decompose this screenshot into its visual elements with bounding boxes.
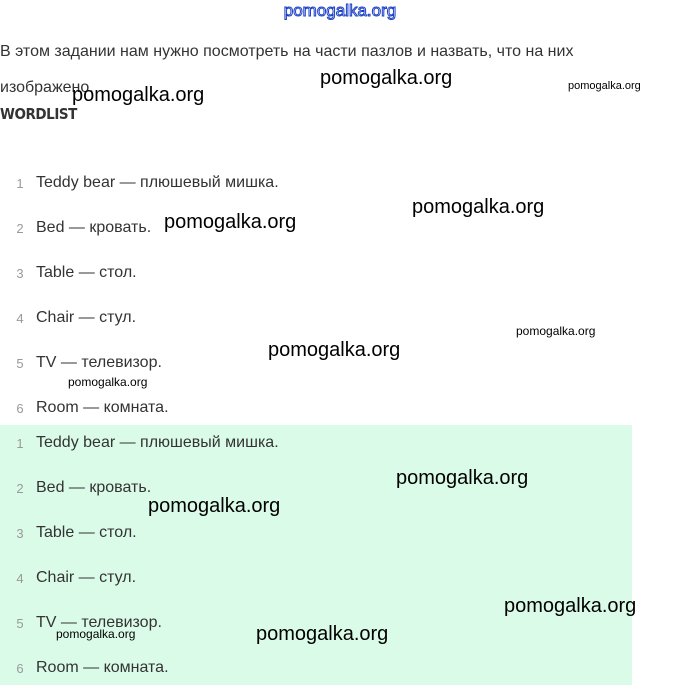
- list-item-number: 2: [16, 481, 24, 496]
- watermark: pomogalka.org: [148, 495, 281, 517]
- list-item-text: Chair — стул.: [36, 569, 137, 586]
- watermark: pomogalka.org: [268, 339, 401, 361]
- list-item-number: 5: [16, 616, 24, 631]
- list-item-text: Chair — стул.: [36, 309, 137, 326]
- watermark: pomogalka.org: [412, 196, 545, 218]
- list-item-text: Bed — кровать.: [36, 219, 152, 236]
- watermark: pomogalka.org: [164, 211, 297, 233]
- list-item-number: 4: [16, 571, 24, 586]
- watermark: pomogalka.org: [396, 467, 529, 489]
- intro-line-1: В этом задании нам нужно посмотреть на части пазлов и назвать, что на них: [0, 43, 574, 60]
- watermark: pomogalka.org: [568, 80, 641, 92]
- list-item-number: 6: [16, 661, 24, 676]
- watermark: pomogalka.org: [320, 67, 453, 89]
- list-item-number: 3: [16, 526, 24, 541]
- site-header-link[interactable]: pomogalka.org: [283, 1, 397, 20]
- wordlist-list-b-highlighted: [0, 425, 632, 685]
- intro-line-2: изображено.: [0, 79, 94, 96]
- list-item: [0, 515, 632, 560]
- list-item: [0, 425, 632, 470]
- list-item-text: Room — комната.: [36, 659, 169, 676]
- list-item-text: Room — комната.: [36, 399, 169, 416]
- clipped-text-fragment: [36, 154, 251, 160]
- wordlist-heading: WORDLIST: [0, 105, 77, 123]
- list-item-number: 2: [16, 221, 24, 236]
- list-item-number: 5: [16, 356, 24, 371]
- list-item-number: 1: [16, 436, 24, 451]
- list-item-number: 3: [16, 266, 24, 281]
- list-item-number: 6: [16, 401, 24, 416]
- watermark: pomogalka.org: [56, 627, 136, 641]
- list-item: [0, 470, 632, 515]
- list-item-text: TV — телевизор.: [36, 354, 162, 371]
- watermark: pomogalka.org: [516, 324, 596, 338]
- watermark: pomogalka.org: [256, 623, 389, 645]
- list-item-number: 1: [16, 176, 24, 191]
- list-item-text: TV — телевизор.: [36, 614, 162, 631]
- watermark: pomogalka.org: [72, 84, 205, 106]
- list-item: [0, 650, 632, 695]
- watermark: pomogalka.org: [504, 595, 637, 617]
- list-item-text: Teddy bear — плюшевый мишка.: [36, 434, 279, 451]
- list-item-text: Teddy bear — плюшевый мишка.: [36, 174, 279, 191]
- list-item-text: Bed — кровать.: [36, 479, 152, 496]
- list-item-text: Table — стол.: [36, 264, 137, 281]
- watermark: pomogalka.org: [68, 375, 148, 389]
- list-item-number: 4: [16, 311, 24, 326]
- list-item-text: Table — стол.: [36, 524, 137, 541]
